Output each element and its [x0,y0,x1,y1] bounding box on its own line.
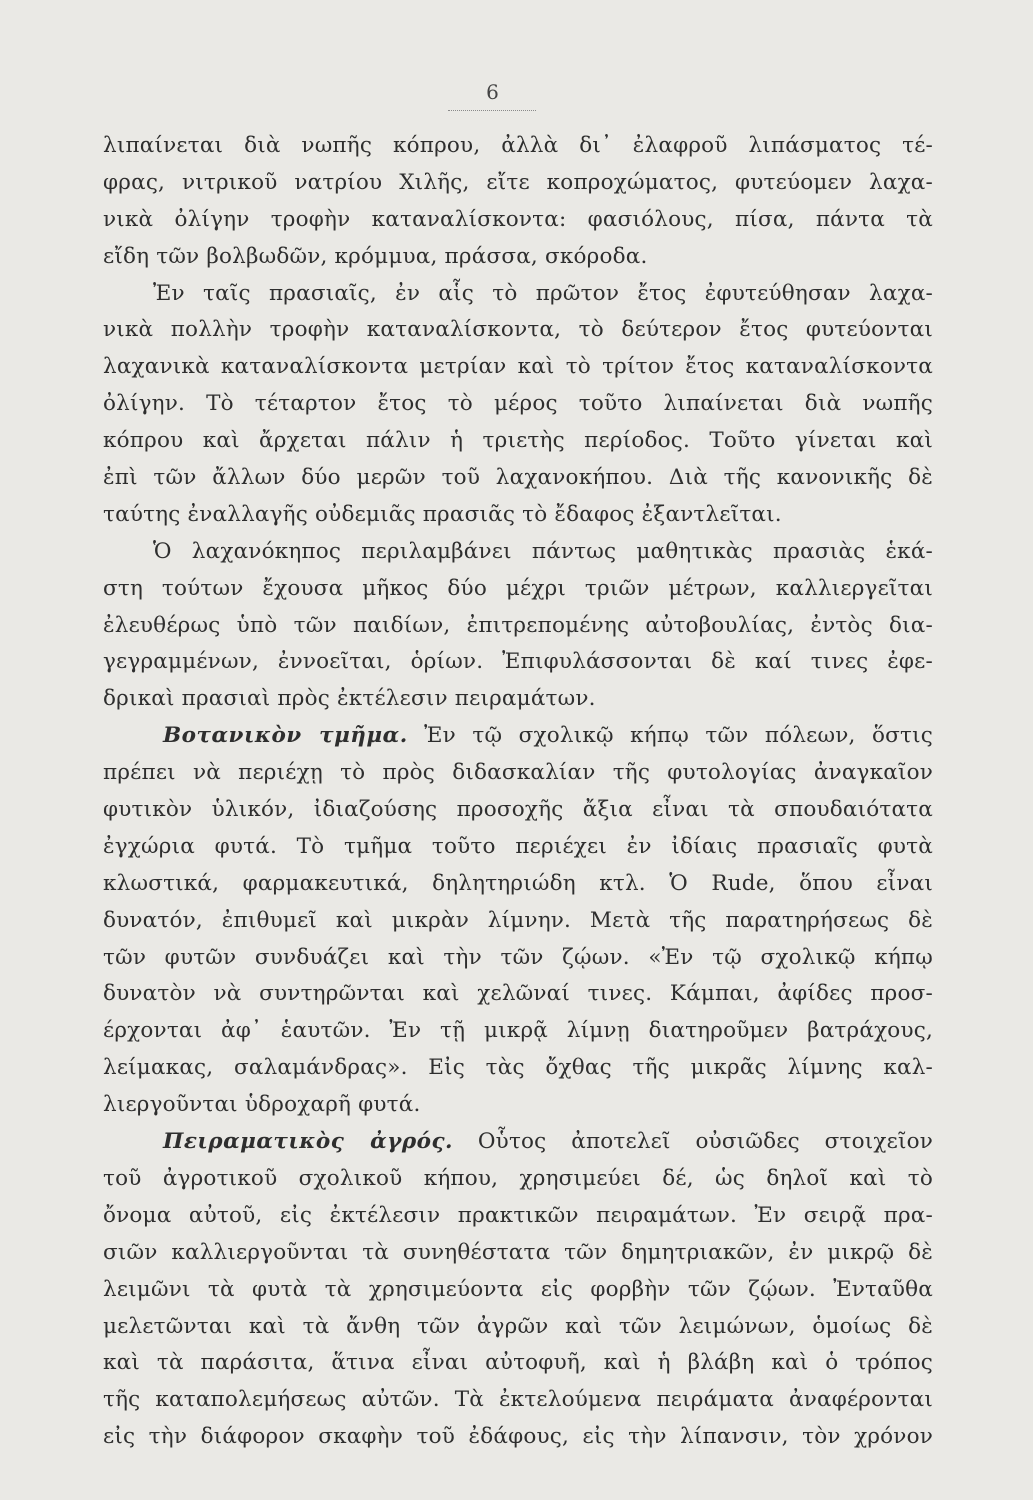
text-line [103,1050,933,1087]
line-text: νικὰ πολλὴν τροφὴν καταναλίσκοντα, τὸ δεύτερον ἔτος φυτεύονται [103,317,933,343]
text-line [103,792,933,829]
text-line [103,1198,933,1235]
text-line [103,718,933,755]
line-text: λιπαίνεται διὰ νωπῆς κόπρου, ἀλλὰ δι᾽ ἐλαφροῦ λιπάσματος τέ- [103,133,933,158]
text-line [103,1382,933,1419]
text-line [103,681,933,718]
line-text: ὄνομα αὐτοῦ, εἰς ἐκτέλεσιν πρακτικῶν πειραμάτων. Ἐν σειρᾷ πρα- [103,1202,933,1228]
line-text: δυνατὸν νὰ συντηρῶνται καὶ χελῶναί τινες. Κάμπαι, ἀφίδες προσ- [103,981,933,1007]
line-text: Ἐν τῷ σχολικῷ κήπῳ τῶν πόλεων, ὅστις [407,723,933,749]
text-line [103,1345,933,1382]
text-line [103,1013,933,1050]
text-line [103,903,933,940]
line-text: τῆς καταπολεμήσεως αὐτῶν. Τὰ ἐκτελούμενα πειράματα ἀναφέρονται [103,1387,933,1413]
line-text: μελετῶνται καὶ τὰ ἄνθη τῶν ἀγρῶν καὶ τῶν λειμώνων, ὁμοίως δὲ [103,1313,933,1339]
line-text: λείμακας, σαλαμάνδρας». Εἰς τὰς ὄχθας τῆς μικρᾶς λίμνης καλ- [103,1055,933,1081]
line-text: ἐγχώρια φυτά. Τὸ τμῆμα τοῦτο περιέχει ἐν ἰδίαις πρασιαῖς φυτὰ [103,833,933,859]
line-text: φρας, νιτρικοῦ νατρίου Χιλῆς, εἴτε κοπροχώματος, φυτεύομεν λαχα- [103,169,933,195]
text-line [103,608,933,645]
text-line [103,202,933,239]
text-line [103,1124,933,1161]
line-text: Ὁ λαχανόκηπος περιλαμβάνει πάντως μαθητικὰς πρασιὰς ἑκά- [153,538,933,564]
page-number: 6 [486,80,499,104]
header-divider [448,110,536,111]
text-line [103,165,933,202]
line-text: κλωστικά, φαρμακευτικά, δηλητηριώδη κτλ. Ὁ Rude, ὅπου εἶναι [103,870,933,896]
text-line [103,497,933,534]
text-line [103,1161,933,1198]
text-line [103,423,933,460]
text-line [103,349,933,386]
text-line [103,460,933,497]
section-heading: Πειραματικὸς ἀγρός. [163,1129,454,1155]
line-text: Οὗτος ἀποτελεῖ οὐσιῶδες στοιχεῖον [453,1129,933,1155]
text-line [103,312,933,349]
line-text: ἐπὶ τῶν ἄλλων δύο μερῶν τοῦ λαχανοκήπου. Διὰ τῆς κανονικῆς δὲ [103,465,933,491]
line-text: φυτικὸν ὑλικόν, ἰδιαζούσης προσοχῆς ἄξια εἶναι τὰ σπουδαιότατα [103,797,933,823]
text-line [103,1419,933,1456]
text-line [103,866,933,903]
line-text: πρέπει νὰ περιέχῃ τὸ πρὸς διδασκαλίαν τῆς φυτολογίας ἀναγκαῖον [103,760,933,786]
line-text: δρικαὶ πρασιαὶ πρὸς ἐκτέλεσιν πειραμάτων. [103,686,596,712]
line-text: λιεργοῦνται ὑδροχαρῆ φυτά. [103,1092,421,1118]
line-text: ἐλευθέρως ὑπὸ τῶν παιδίων, ἐπιτρεπομένης αὐτοβουλίας, ἐντὸς δια- [103,612,933,638]
text-line [103,940,933,977]
text-line [103,1309,933,1346]
body-text [103,128,933,1456]
line-text: κόπρου καὶ ἄρχεται πάλιν ἡ τριετὴς περίοδος. Τοῦτο γίνεται καὶ [103,428,933,454]
line-text: τῶν φυτῶν συνδυάζει καὶ τὴν τῶν ζῴων. «Ἐν τῷ σχολικῷ κήπῳ [103,944,933,970]
text-line [103,239,933,276]
line-text: τοῦ ἀγροτικοῦ σχολικοῦ κήπου, χρησιμεύει δέ, ὡς δηλοῖ καὶ τὸ [103,1165,933,1191]
line-text: νικὰ ὀλίγην τροφὴν καταναλίσκοντα: φασιόλους, πίσα, πάντα τὰ [103,206,933,232]
line-text: σιῶν καλλιεργοῦνται τὰ συνηθέστατα τῶν δημητριακῶν, ἐν μικρῷ δὲ [103,1239,933,1265]
text-line [103,1272,933,1309]
text-line [103,386,933,423]
line-text: δυνατόν, ἐπιθυμεῖ καὶ μικρὰν λίμνην. Μετὰ τῆς παρατηρήσεως δὲ [103,907,933,933]
text-line [103,1235,933,1272]
text-line [103,644,933,681]
text-line [103,976,933,1013]
text-line [103,534,933,571]
text-line [103,276,933,313]
line-text: εἴδη τῶν βολβωδῶν, κρόμμυα, πράσσα, σκόροδα. [103,243,648,269]
text-line [103,755,933,792]
line-text: λαχανικὰ καταναλίσκοντα μετρίαν καὶ τὸ τρίτον ἔτος καταναλίσκοντα [103,354,933,380]
section-heading: Βοτανικὸν τμῆμα. [163,723,408,749]
line-text: Ἐν ταῖς πρασιαῖς, ἐν αἷς τὸ πρῶτον ἔτος ἐφυτεύθησαν λαχα- [153,280,933,306]
text-line [103,1087,933,1124]
line-text: στη τούτων ἔχουσα μῆκος δύο μέχρι τριῶν μέτρων, καλλιεργεῖται [103,575,933,601]
text-line [103,128,933,165]
text-line [103,571,933,608]
line-text: καὶ τὰ παράσιτα, ἅτινα εἶναι αὐτοφυῆ, καὶ ἡ βλάβη καὶ ὁ τρόπος [103,1350,933,1376]
line-text: γεγραμμένων, ἐννοεῖται, ὁρίων. Ἐπιφυλάσσονται δὲ καί τινες ἐφε- [103,649,933,675]
line-text: ταύτης ἐναλλαγῆς οὐδεμιᾶς πρασιᾶς τὸ ἔδαφος ἐξαντλεῖται. [103,501,782,527]
line-text: ὀλίγην. Τὸ τέταρτον ἔτος τὸ μέρος τοῦτο λιπαίνεται διὰ νωπῆς [103,391,933,417]
line-text: εἰς τὴν διάφορον σκαφὴν τοῦ ἐδάφους, εἰς τὴν λίπανσιν, τὸν χρόνον [103,1424,933,1450]
line-text: έρχονται ἀφ᾽ ἑαυτῶν. Ἐν τῇ μικρᾷ λίμνῃ διατηροῦμεν βατράχους, [103,1018,933,1044]
text-line [103,829,933,866]
line-text: λειμῶνι τὰ φυτὰ τὰ χρησιμεύοντα εἰς φορβὴν τῶν ζῴων. Ἐνταῦθα [103,1276,933,1302]
